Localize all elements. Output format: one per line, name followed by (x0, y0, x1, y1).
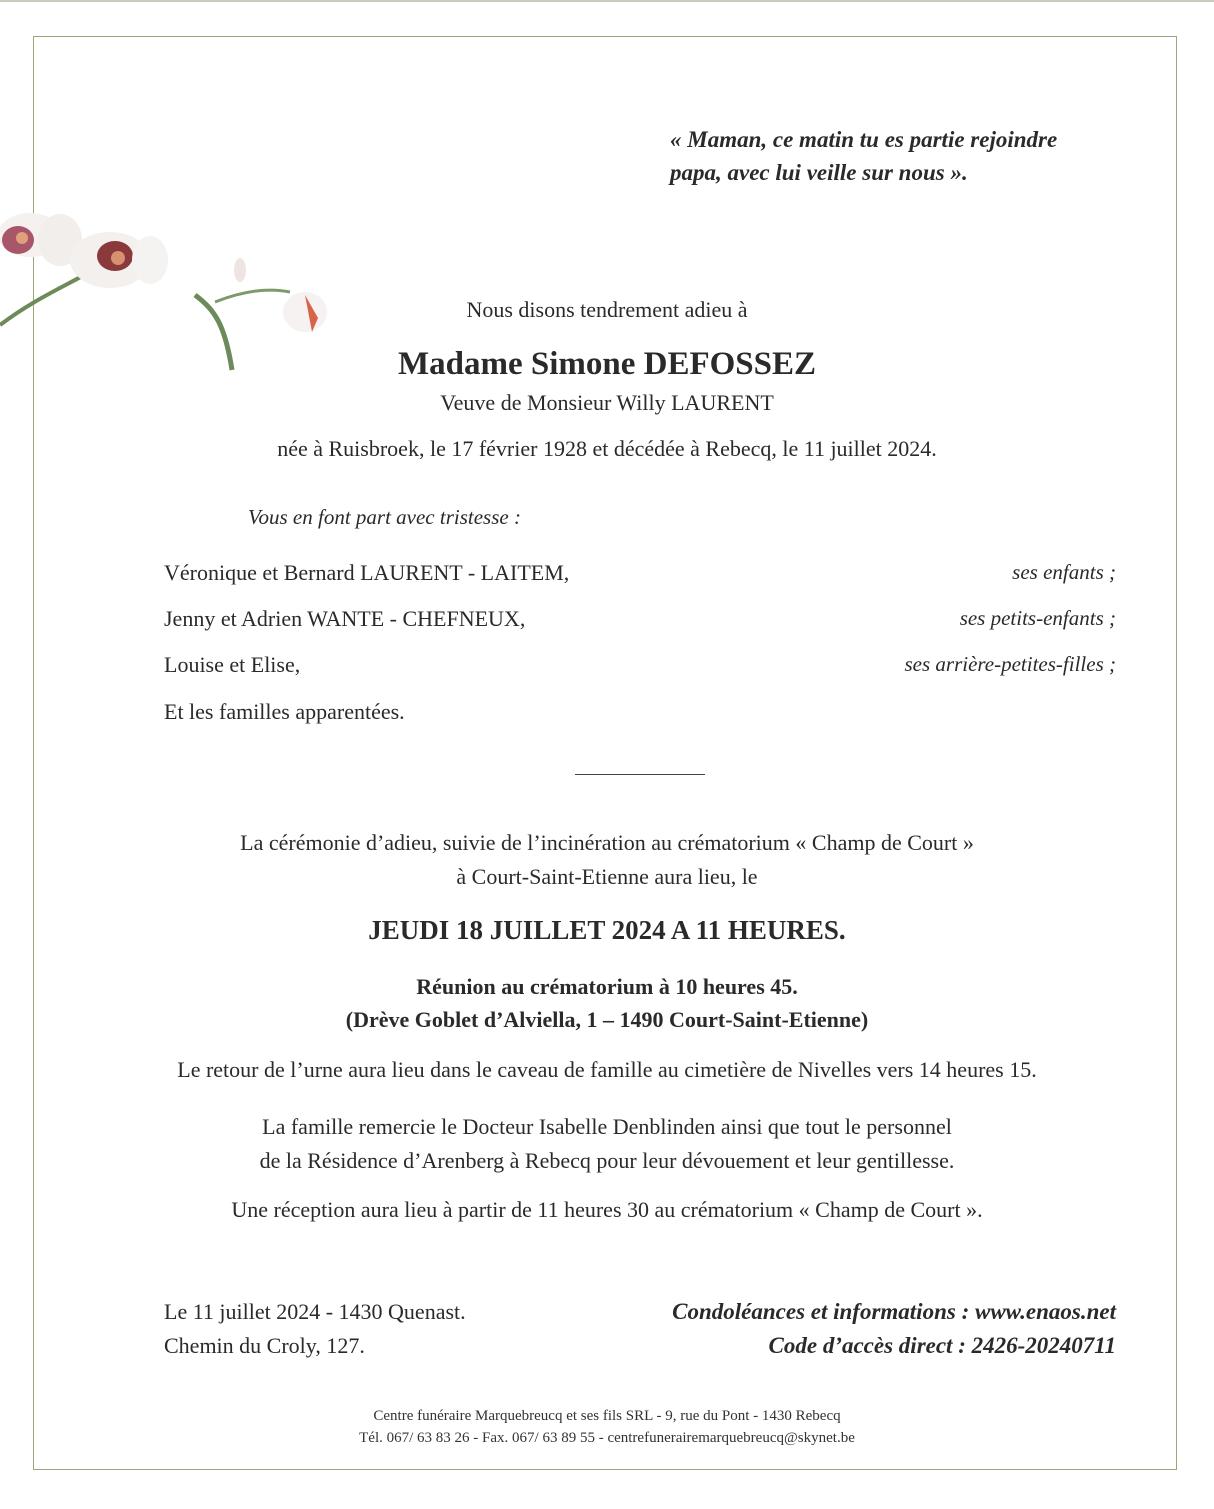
epigraph-quote (670, 123, 1140, 189)
meeting-line-2: (Drève Goblet d’Alviella, 1 – 1490 Court-Saint-Etienne) (345, 1007, 869, 1032)
reception-line: Une réception aura lieu à partir de 11 heures 30 au crématorium « Champ de Court ». (231, 1197, 983, 1222)
meeting-line-1: Réunion au crématorium à 10 heures 45. (416, 974, 798, 999)
ceremony-date: JEUDI 18 JUILLET 2024 A 11 HEURES. (368, 915, 846, 945)
family-member: Jenny et Adrien WANTE - CHEFNEUX, (164, 606, 526, 631)
thanks-paragraph (0, 1110, 1214, 1178)
family-row (164, 606, 1116, 636)
family-relation: ses arrière-petites-filles ; (904, 652, 1116, 676)
quote-line-1: « Maman, ce matin tu es partie rejoindre (670, 127, 1058, 152)
urn-return-line: Le retour de l’urne aura lieu dans le caveau de famille au cimetière de Nivelles vers 14 heures 15. (177, 1057, 1037, 1082)
date-place-line: Le 11 juillet 2024 - 1430 Quenast. (164, 1299, 466, 1324)
thanks-line-2: de la Résidence d’Arenberg à Rebecq pour leur dévouement et leur gentillesse. (259, 1148, 955, 1173)
ceremony-info (0, 826, 1214, 894)
family-row (164, 560, 1116, 590)
family-relation: ses enfants ; (1012, 560, 1116, 584)
ceremony-line-2: à Court-Saint-Etienne aura lieu, le (456, 864, 758, 889)
ceremony-line-1: La cérémonie d’adieu, suivie de l’incinération au crématorium « Champ de Court » (240, 830, 974, 855)
funeral-home-line-1: Centre funéraire Marquebreucq et ses fils SRL - 9, rue du Pont - 1430 Rebecq (373, 1408, 841, 1424)
family-member: Louise et Elise, (164, 652, 301, 677)
family-member: Et les familles apparentées. (164, 699, 405, 724)
widow-of-line: Veuve de Monsieur Willy LAURENT (440, 390, 774, 415)
deceased-name: Madame Simone DEFOSSEZ (397, 346, 817, 382)
condolences-line: Condoléances et informations : www.enaos.net (672, 1299, 1116, 1324)
funeral-home-line-2: Tél. 067/ 63 83 26 - Fax. 067/ 63 89 55 - centrefunerairemarquebreucq@skynet.be (359, 1430, 855, 1446)
meeting-info (0, 970, 1214, 1036)
family-heading: Vous en font part avec tristesse : (248, 505, 521, 529)
section-divider (575, 774, 705, 775)
family-member: Véronique et Bernard LAURENT - LAITEM, (164, 560, 570, 585)
farewell-intro: Nous disons tendrement adieu à (466, 297, 748, 322)
address-line: Chemin du Croly, 127. (164, 1333, 365, 1358)
family-relation: ses petits-enfants ; (959, 606, 1116, 630)
condolences-block (672, 1295, 1116, 1363)
family-row (164, 652, 1116, 682)
top-edge-rule (0, 0, 1214, 2)
thanks-line-1: La famille remercie le Docteur Isabelle Denblinden ainsi que tout le personnel (262, 1114, 952, 1139)
funeral-home-info (0, 1405, 1214, 1449)
family-row (164, 699, 1116, 729)
date-address-block (164, 1295, 466, 1363)
access-code-line: Code d’accès direct : 2426-20240711 (768, 1333, 1116, 1358)
birth-death-line: née à Ruisbroek, le 17 février 1928 et décédée à Rebecq, le 11 juillet 2024. (277, 436, 937, 461)
quote-line-2: papa, avec lui veille sur nous ». (670, 160, 968, 185)
